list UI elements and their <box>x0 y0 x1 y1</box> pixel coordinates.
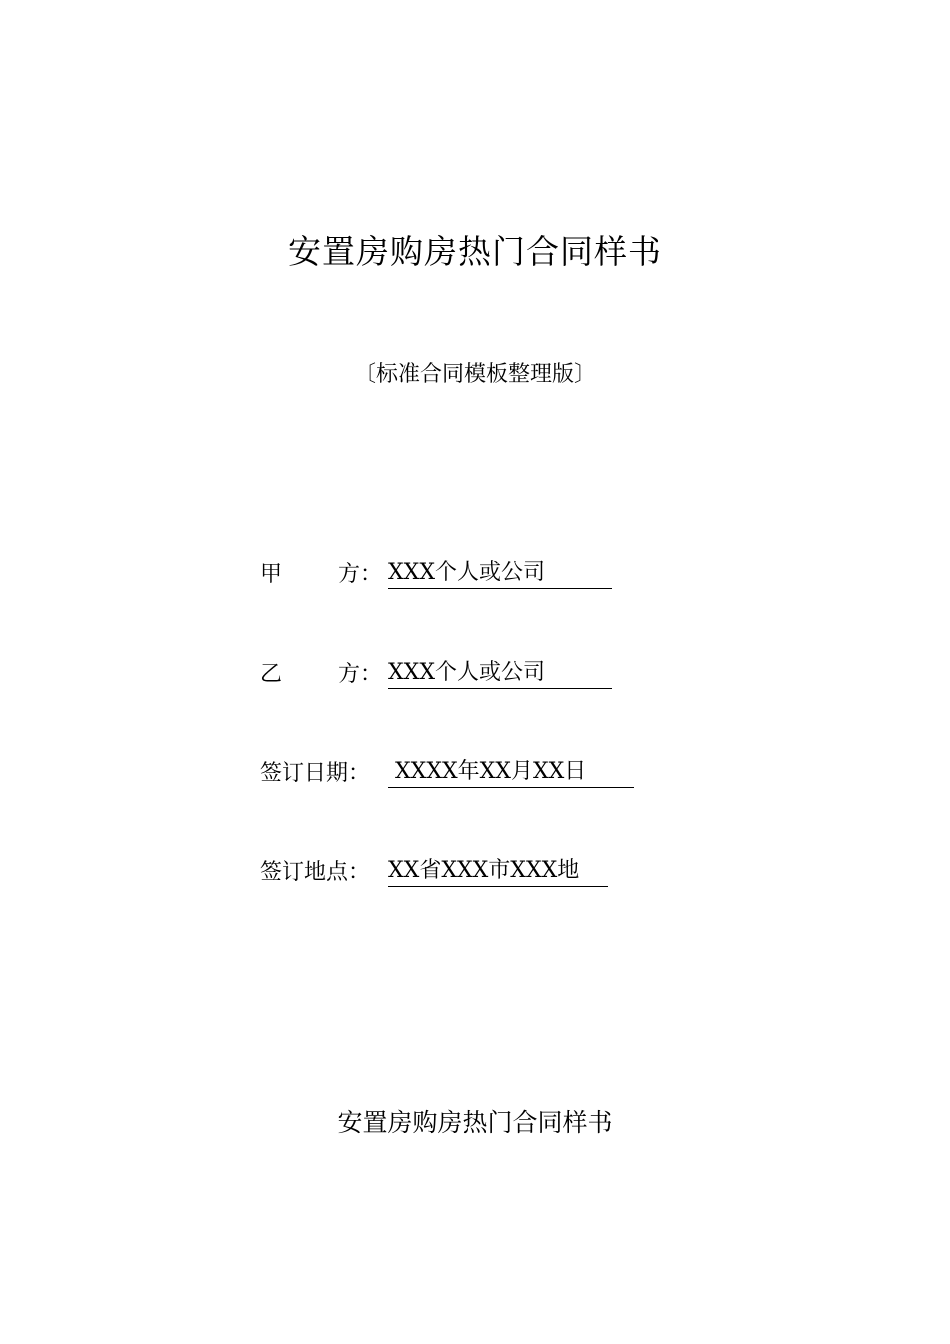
party-b-field <box>260 658 612 692</box>
signing-date-value: XXXX年XX月XX日 <box>388 757 634 788</box>
party-a-value: XXX个人或公司 <box>388 558 612 589</box>
party-a-field <box>260 558 612 592</box>
signing-date-label: 签订日期： <box>260 761 371 786</box>
body-title: 安置房购房热门合同样书 <box>337 1108 613 1137</box>
signing-date-field <box>260 757 634 791</box>
signing-place-label: 签订地点： <box>260 860 371 885</box>
party-a-label-char: 甲 <box>260 562 283 587</box>
party-a-label-suffix: 方： <box>338 562 383 587</box>
signing-place-field <box>260 856 608 890</box>
party-b-value: XXX个人或公司 <box>388 658 612 689</box>
party-b-label-char: 乙 <box>260 662 283 687</box>
party-b-label-suffix: 方： <box>338 662 383 687</box>
cover-subtitle: 〔标准合同模板整理版〕 <box>353 362 596 387</box>
signing-place-value: XX省XXX市XXX地 <box>388 856 608 887</box>
cover-title: 安置房购房热门合同样书 <box>288 232 662 271</box>
